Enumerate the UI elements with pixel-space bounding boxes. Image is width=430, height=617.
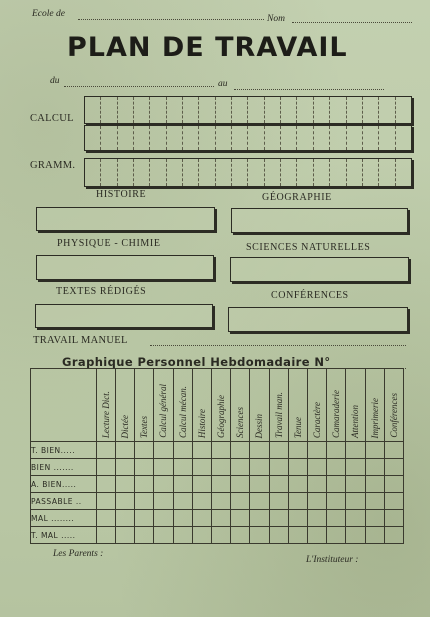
col-header: Calcul mécan. <box>177 386 188 438</box>
grade-cell[interactable] <box>231 459 250 476</box>
geographie-label: GÉOGRAPHIE <box>262 192 332 203</box>
grade-cell[interactable] <box>211 442 230 459</box>
grade-cell[interactable] <box>269 527 288 544</box>
grade-cell[interactable] <box>269 493 288 510</box>
grade-cell[interactable] <box>96 527 115 544</box>
row-label: T. MAL ..... <box>31 527 97 544</box>
grade-row <box>31 493 404 510</box>
grade-cell[interactable] <box>135 476 154 493</box>
grade-cell[interactable] <box>173 493 192 510</box>
grade-cell[interactable] <box>192 459 211 476</box>
grade-cell[interactable] <box>231 527 250 544</box>
grade-cell[interactable] <box>250 442 269 459</box>
grade-cell[interactable] <box>192 510 211 527</box>
col-header: Sciences <box>235 407 246 438</box>
ecole-line <box>78 19 264 20</box>
grade-cell[interactable] <box>154 459 173 476</box>
calcul-grid-bottom <box>84 125 412 151</box>
grade-cell[interactable] <box>307 493 326 510</box>
au-line <box>234 89 384 90</box>
grade-cell[interactable] <box>307 459 326 476</box>
grade-cell[interactable] <box>365 493 384 510</box>
row-label: PASSABLE .. <box>31 493 97 510</box>
gramm-label: GRAMM. <box>30 160 76 171</box>
grade-cell[interactable] <box>346 459 365 476</box>
grade-cell[interactable] <box>154 510 173 527</box>
grade-cell[interactable] <box>192 493 211 510</box>
grade-cell[interactable] <box>288 510 307 527</box>
grade-cell[interactable] <box>384 510 403 527</box>
grade-cell[interactable] <box>173 510 192 527</box>
grade-cell[interactable] <box>288 459 307 476</box>
grade-cell[interactable] <box>384 476 403 493</box>
weekly-graph-table <box>30 368 404 544</box>
grade-cell[interactable] <box>115 442 134 459</box>
col-header: Imprimerie <box>369 397 380 438</box>
grade-cell[interactable] <box>346 476 365 493</box>
du-line <box>64 86 214 87</box>
histoire-box[interactable] <box>36 207 215 231</box>
grade-cell[interactable] <box>192 442 211 459</box>
grade-cell[interactable] <box>115 527 134 544</box>
instituteur-label: L'Instituteur : <box>306 555 359 565</box>
grade-cell[interactable] <box>288 442 307 459</box>
textes-label: TEXTES RÉDIGÉS <box>56 286 147 297</box>
grade-row <box>31 527 404 544</box>
physique-box[interactable] <box>36 255 214 280</box>
grade-cell[interactable] <box>346 493 365 510</box>
grade-cell[interactable] <box>211 510 230 527</box>
col-header: Textes <box>139 415 150 438</box>
geographie-box[interactable] <box>231 208 408 233</box>
grade-cell[interactable] <box>307 476 326 493</box>
grade-cell[interactable] <box>307 527 326 544</box>
grade-cell[interactable] <box>346 442 365 459</box>
grade-cell[interactable] <box>327 442 346 459</box>
grade-cell[interactable] <box>327 459 346 476</box>
travail-manuel-line <box>150 345 406 346</box>
grade-cell[interactable] <box>192 527 211 544</box>
page-title: PLAN DE TRAVAIL <box>67 32 348 63</box>
grade-cell[interactable] <box>154 442 173 459</box>
grade-cell[interactable] <box>346 510 365 527</box>
sciences-label: SCIENCES NATURELLES <box>246 242 371 253</box>
col-header: Travail man. <box>273 391 284 438</box>
col-header: Lecture Dict. <box>100 390 111 438</box>
grade-cell[interactable] <box>346 527 365 544</box>
grade-cell[interactable] <box>135 442 154 459</box>
grade-cell[interactable] <box>365 527 384 544</box>
grade-cell[interactable] <box>192 476 211 493</box>
grade-cell[interactable] <box>250 527 269 544</box>
grade-row <box>31 476 404 493</box>
nom-label: Nom <box>267 14 285 24</box>
grade-cell[interactable] <box>288 527 307 544</box>
col-header: Histoire <box>196 408 207 438</box>
travail-manuel-label: TRAVAIL MANUEL <box>33 335 128 346</box>
grade-cell[interactable] <box>135 510 154 527</box>
col-header: Caractère <box>312 401 323 438</box>
grade-cell[interactable] <box>365 459 384 476</box>
row-label: MAL ........ <box>31 510 97 527</box>
col-header: Calcul général <box>158 384 169 438</box>
grade-cell[interactable] <box>327 493 346 510</box>
grade-cell[interactable] <box>96 476 115 493</box>
grade-cell[interactable] <box>211 476 230 493</box>
grade-cell[interactable] <box>269 459 288 476</box>
grade-cell[interactable] <box>115 510 134 527</box>
du-label: du <box>50 76 60 86</box>
grade-cell[interactable] <box>250 493 269 510</box>
col-header: Conférences <box>388 393 399 438</box>
grade-row <box>31 442 404 459</box>
col-header: Géographie <box>216 395 227 438</box>
grade-cell[interactable] <box>231 510 250 527</box>
grade-cell[interactable] <box>384 459 403 476</box>
grade-cell[interactable] <box>173 459 192 476</box>
col-header: Camaraderie <box>331 390 342 438</box>
textes-box[interactable] <box>35 304 213 328</box>
grade-cell[interactable] <box>231 493 250 510</box>
row-label: BIEN ....... <box>31 459 97 476</box>
conferences-label: CONFÉRENCES <box>271 290 349 301</box>
grade-cell[interactable] <box>231 442 250 459</box>
nom-line <box>292 22 412 23</box>
grade-cell[interactable] <box>96 459 115 476</box>
grade-cell[interactable] <box>288 493 307 510</box>
grade-cell[interactable] <box>365 510 384 527</box>
grade-cell[interactable] <box>173 442 192 459</box>
grade-cell[interactable] <box>154 527 173 544</box>
grade-cell[interactable] <box>269 510 288 527</box>
grade-cell[interactable] <box>211 527 230 544</box>
grade-cell[interactable] <box>384 442 403 459</box>
grade-cell[interactable] <box>135 459 154 476</box>
grade-cell[interactable] <box>173 527 192 544</box>
grade-cell[interactable] <box>269 442 288 459</box>
grade-cell[interactable] <box>211 459 230 476</box>
au-label: au <box>218 79 228 89</box>
grade-row <box>31 459 404 476</box>
conferences-box[interactable] <box>228 307 408 332</box>
parents-label: Les Parents : <box>53 549 104 559</box>
grade-cell[interactable] <box>135 527 154 544</box>
grade-cell[interactable] <box>154 476 173 493</box>
grade-cell[interactable] <box>307 442 326 459</box>
grade-cell[interactable] <box>384 527 403 544</box>
grade-cell[interactable] <box>269 476 288 493</box>
grade-cell[interactable] <box>327 527 346 544</box>
grade-cell[interactable] <box>365 476 384 493</box>
col-header: Dictée <box>120 414 130 438</box>
grade-cell[interactable] <box>307 510 326 527</box>
row-label: A. BIEN..... <box>31 476 97 493</box>
physique-label: PHYSIQUE - CHIMIE <box>57 238 161 249</box>
gramm-grid <box>84 158 412 187</box>
col-header: Attention <box>350 405 361 438</box>
grade-cell[interactable] <box>115 476 134 493</box>
grade-cell[interactable] <box>96 442 115 459</box>
grade-cell[interactable] <box>135 493 154 510</box>
grade-cell[interactable] <box>115 493 134 510</box>
grade-cell[interactable] <box>173 476 192 493</box>
grade-cell[interactable] <box>115 459 134 476</box>
grade-cell[interactable] <box>384 493 403 510</box>
grade-row <box>31 510 404 527</box>
row-label: T. BIEN..... <box>31 442 97 459</box>
grade-cell[interactable] <box>211 493 230 510</box>
grade-cell[interactable] <box>96 510 115 527</box>
grade-cell[interactable] <box>288 476 307 493</box>
grade-cell[interactable] <box>327 476 346 493</box>
ecole-label: Ecole de <box>32 9 65 19</box>
grade-cell[interactable] <box>365 442 384 459</box>
calcul-grid-top <box>84 96 412 124</box>
grade-cell[interactable] <box>250 510 269 527</box>
histoire-label: HISTOIRE <box>96 189 147 200</box>
graph-corner <box>31 369 97 442</box>
sciences-box[interactable] <box>230 257 409 282</box>
grade-cell[interactable] <box>154 493 173 510</box>
grade-cell[interactable] <box>250 459 269 476</box>
calcul-label: CALCUL <box>30 113 74 124</box>
graph-title: Graphique Personnel Hebdomadaire N° <box>62 355 331 369</box>
grade-cell[interactable] <box>327 510 346 527</box>
grade-cell[interactable] <box>231 476 250 493</box>
grade-cell[interactable] <box>96 493 115 510</box>
grade-cell[interactable] <box>250 476 269 493</box>
col-header: Tenue <box>292 416 303 438</box>
col-header: Dessin <box>254 413 265 438</box>
